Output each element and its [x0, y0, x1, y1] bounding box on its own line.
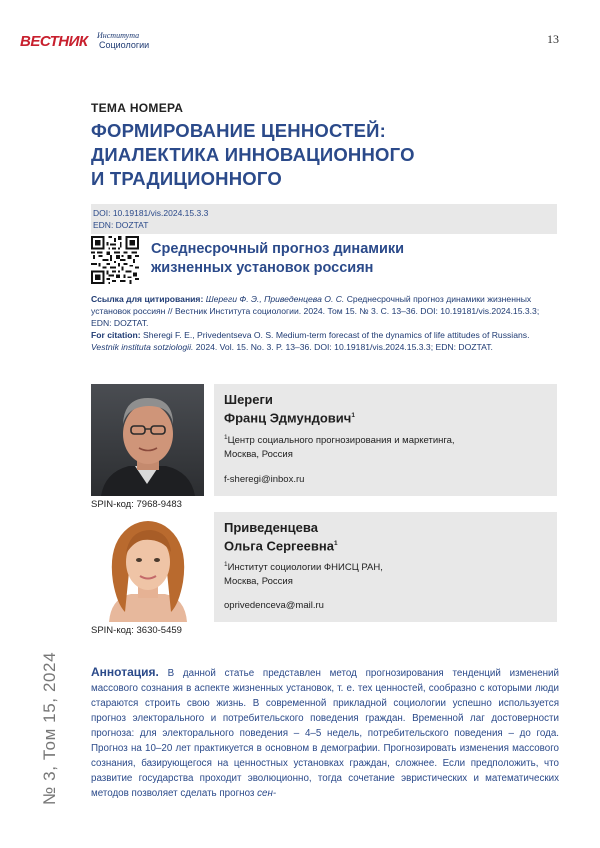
logo-sub-top-text: Института	[97, 31, 140, 40]
author-affiliation-line	[224, 558, 383, 575]
author-affil-marker: 1	[333, 540, 338, 547]
citation-block	[91, 293, 559, 353]
article-title-line: жизненных установок россиян	[151, 260, 374, 276]
author-affiliation	[224, 558, 383, 589]
author-affiliation-line	[224, 431, 455, 448]
section-title-line: ФОРМИРОВАНИЕ ЦЕННОСТЕЙ:	[91, 120, 386, 141]
author-affil-marker: 1	[351, 412, 355, 419]
author-surname: Приведенцева	[224, 520, 318, 535]
abstract-label: Аннотация.	[91, 665, 159, 679]
edn-text: EDN: DOZTAT	[93, 220, 149, 230]
doi-text[interactable]: DOI: 10.19181/vis.2024.15.3.3	[93, 208, 209, 218]
author-given-name	[224, 408, 355, 426]
author-affiliation-city: Москва, Россия	[224, 576, 293, 588]
citation-en-journal: Vestnik instituta sotziologii.	[91, 342, 194, 352]
portrait-male-icon	[91, 384, 204, 496]
author-spin-code: SPIN-код: 3630-5459	[91, 625, 182, 636]
logo-sub-bottom-text: Социологии	[99, 40, 150, 50]
article-title	[151, 240, 481, 278]
section-title	[91, 119, 511, 191]
qr-code-icon[interactable]	[91, 236, 139, 284]
author-photo-privedentseva	[91, 512, 204, 622]
author-affiliation	[224, 431, 455, 462]
citation-en	[91, 329, 559, 353]
author-given-name	[224, 536, 338, 554]
abstract-text: В данной статье представлен метод прогнозирования тенденций изменений массового сознания в аспекте жизненных установок, т. е. тех ценностей, сообразно с которыми люди стараются строить свою жизнь. В современной прикладной социологии успешно используется прогноз электорального и потребительского поведения граждан. Временной лаг достоверности прогноза: для электорального поведения – 4–5 недель, потребительского поведения – до года. Прогноз на 10–20 лет практикуется в основном в демографии. Прогнозировать изменения массового сознания, базирующегося на ценностных установках граждан, сложнее. Если предположить, что развитие государства проходит эволюционно, тогда сочетание эвристических и математических методов позволяет сделать прогноз	[91, 668, 559, 799]
author-surname: Шереги	[224, 392, 273, 407]
citation-en-tail: 2024. Vol. 15. No. 3. P. 13–36. DOI: 10.19181/vis.2024.15.3.3; EDN: DOZTAT.	[195, 342, 493, 352]
citation-ru	[91, 293, 559, 329]
author-name	[224, 392, 355, 426]
affil-text: Институт социологии ФНИСЦ РАН,	[227, 562, 383, 574]
author-card-sheregi	[214, 384, 557, 496]
citation-ru-text: Среднесрочный прогноз динамики жизненных установок россиян // Вестник Института социологии. 2024. Том 15. № 3. С. 13–36. DOI: 10.19181/vis.2024.15.3.3; EDN: DOZTAT.	[91, 294, 540, 328]
author-email-link[interactable]: oprivedenceva@mail.ru	[224, 600, 324, 611]
affil-marker: 1	[224, 434, 228, 441]
logo-main-text: ВЕСТНИК	[20, 33, 88, 50]
section-theme-label: ТЕМА НОМЕРА	[91, 101, 184, 115]
abstract	[91, 665, 559, 801]
issue-vertical-label: № 3, Том 15, 2024	[40, 651, 59, 805]
section-title-line: И ТРАДИЦИОННОГО	[91, 168, 282, 189]
citation-ru-authors: Шереги Ф. Э., Приведенцева О. С.	[205, 294, 345, 304]
portrait-female-icon	[91, 512, 204, 622]
citation-ru-label: Ссылка для цитирования:	[91, 294, 204, 304]
author-given-name-text: Ольга Сергеевна	[224, 538, 334, 554]
author-email-link[interactable]: f-sheregi@inbox.ru	[224, 474, 305, 485]
page-number: 13	[547, 32, 559, 46]
citation-en-text: Sheregi F. E., Privedentseva O. S. Medium-term forecast of the dynamics of life attitudes of Russians.	[143, 330, 530, 340]
author-name	[224, 520, 338, 554]
article-title-line: Среднесрочный прогноз динамики	[151, 241, 405, 257]
affil-marker: 1	[224, 561, 228, 568]
section-title-line: ДИАЛЕКТИКА ИННОВАЦИОННОГО	[91, 144, 415, 165]
author-photo-sheregi	[91, 384, 204, 496]
author-given-name-text: Франц Эдмундович	[224, 410, 352, 426]
citation-en-label: For citation:	[91, 330, 141, 340]
author-card-privedentseva	[214, 512, 557, 622]
abstract-text-italic: сен-	[257, 788, 277, 799]
author-affiliation-city: Москва, Россия	[224, 449, 293, 461]
affil-text: Центр социального прогнозирования и маркетинга,	[227, 435, 455, 447]
journal-logo	[20, 33, 150, 53]
doi-band	[91, 204, 557, 234]
author-spin-code: SPIN-код: 7968-9483	[91, 499, 182, 510]
